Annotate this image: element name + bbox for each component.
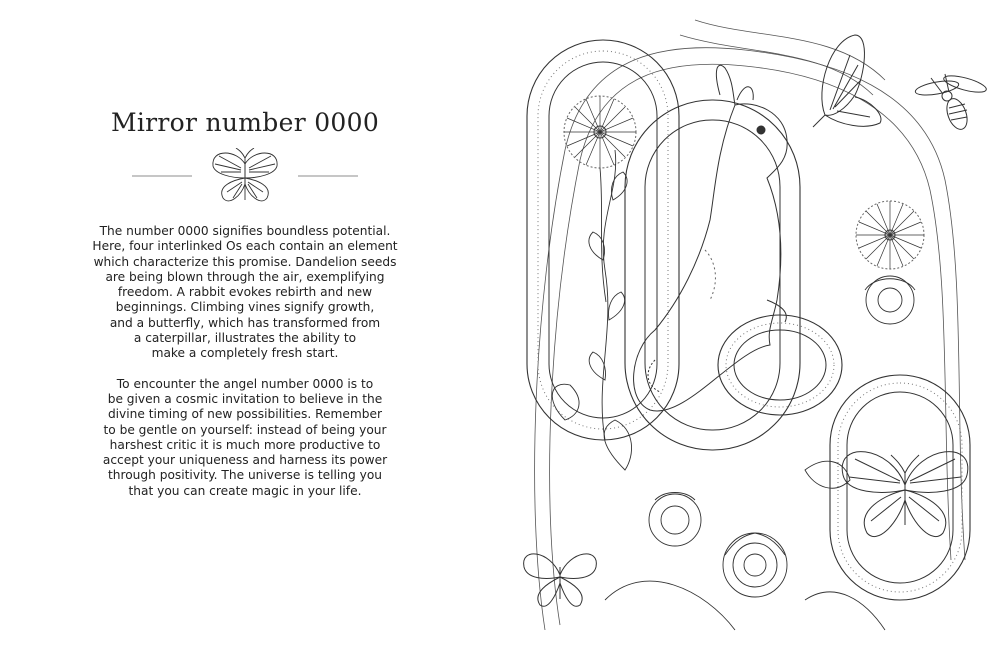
background-swirls	[535, 20, 965, 630]
paragraph-2	[70, 377, 420, 499]
text-line: freedom. A rabbit evokes rebirth and new	[117, 285, 373, 300]
body-text	[70, 224, 420, 499]
butterfly-o-ring	[830, 375, 970, 600]
dandelion-icon-right	[856, 201, 924, 269]
text-line: that you can create magic in your life.	[128, 483, 362, 498]
text-line: and a butterfly, which has transformed from	[109, 315, 381, 330]
butterfly-icon-top	[813, 35, 881, 127]
butterfly-icon	[213, 148, 277, 201]
text-line: accept your uniqueness and harness its power	[102, 453, 388, 468]
coloring-illustration	[505, 0, 1000, 650]
page-title: Mirror number 0000	[110, 108, 380, 137]
text-line: To encounter the angel number 0000 is to	[116, 376, 374, 391]
text-line: be given a cosmic invitation to believe in the	[107, 391, 383, 406]
text-line: to be gentle on yourself: instead of being your	[103, 422, 387, 437]
text-line: are being blown through the air, exemplifying	[105, 269, 385, 284]
text-line: a caterpillar, illustrates the ability to	[133, 331, 357, 346]
text-line: beginnings. Climbing vines signify growth,	[115, 300, 375, 315]
text-line: Here, four interlinked Os each contain an element	[92, 239, 398, 254]
text-line: The number 0000 signifies boundless potential.	[99, 224, 391, 238]
text-line: make a completely fresh start.	[151, 346, 339, 361]
paragraph-1	[70, 224, 420, 362]
text-line: which characterize this promise. Dandelion seeds	[93, 254, 397, 269]
climbing-vine	[589, 150, 627, 440]
title-ornament	[130, 148, 360, 208]
rabbit-o-ring	[625, 100, 800, 450]
text-line: divine timing of new possibilities. Remember	[107, 407, 383, 422]
butterfly-icon-small	[524, 554, 597, 606]
text-line: harshest critic it is much more productive to	[109, 437, 381, 452]
bee-icon	[914, 73, 988, 133]
text-line: through positivity. The universe is telling you	[107, 468, 383, 483]
